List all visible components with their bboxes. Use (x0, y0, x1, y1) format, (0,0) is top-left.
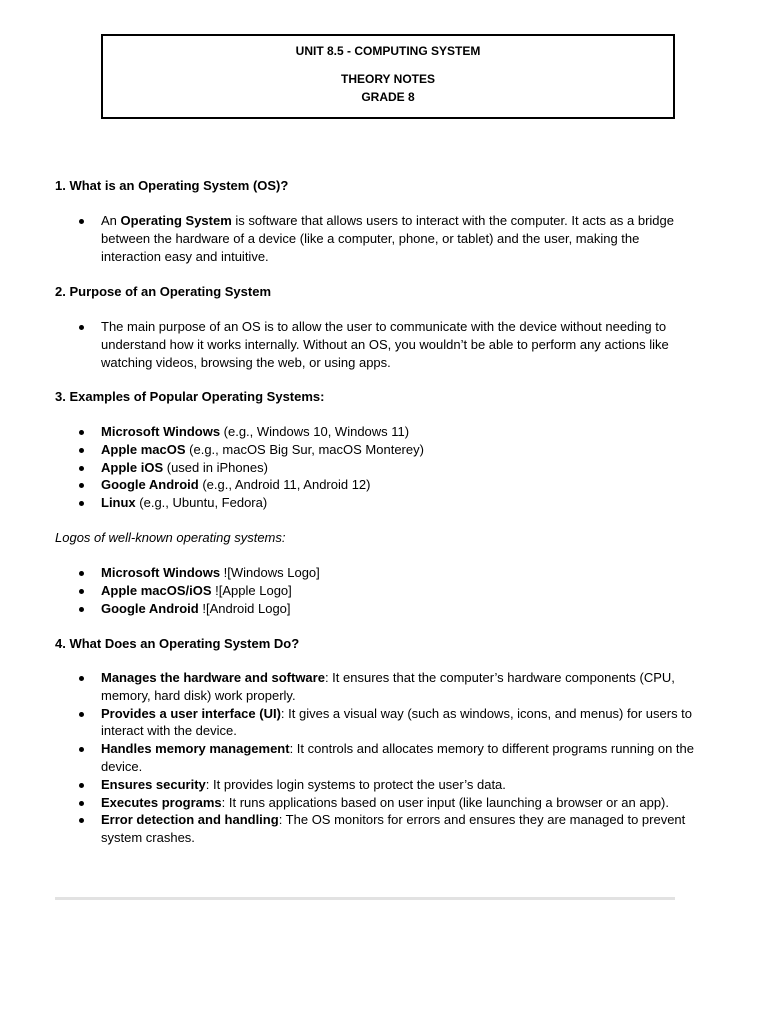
list-item: Google Android (e.g., Android 11, Android 12) (55, 476, 695, 494)
bullet-icon (79, 783, 84, 788)
list-item: Apple macOS (e.g., macOS Big Sur, macOS Monterey) (55, 441, 695, 459)
list-item: The main purpose of an OS is to allow the user to communicate with the device without needing to understand how it works internally. Without an OS, you wouldn’t be able to perform any actions like watching videos, browsing the web, or using apps. (55, 318, 695, 371)
bullet-icon (79, 676, 84, 681)
list-item: Google Android ![Android Logo] (55, 600, 695, 618)
bullet-icon (79, 501, 84, 506)
section-heading-2: 2. Purpose of an Operating System (55, 284, 271, 299)
list-item: Linux (e.g., Ubuntu, Fedora) (55, 494, 695, 512)
list-item: Handles memory management: It controls and allocates memory to different programs running on the device. (55, 740, 695, 776)
list-item: An Operating System is software that allows users to interact with the computer. It acts as a bridge between the hardware of a device (like a computer, phone, or tablet) and the user, making the interaction easy and intuitive. (55, 212, 695, 265)
bullet-icon (79, 430, 84, 435)
logos-note: Logos of well-known operating systems: (55, 530, 286, 545)
bullet-icon (79, 483, 84, 488)
section-4-list (55, 669, 695, 847)
bullet-icon (79, 219, 84, 224)
bottom-divider (55, 897, 675, 900)
section-1-list (55, 212, 695, 265)
list-item: Microsoft Windows (e.g., Windows 10, Windows 11) (55, 423, 695, 441)
list-item: Microsoft Windows ![Windows Logo] (55, 564, 695, 582)
bullet-icon (79, 607, 84, 612)
section-3-list (55, 423, 695, 512)
list-item: Apple iOS (used in iPhones) (55, 459, 695, 477)
logos-list (55, 564, 695, 617)
grade-label: GRADE 8 (361, 90, 415, 104)
section-heading-3: 3. Examples of Popular Operating Systems: (55, 389, 325, 404)
section-2-list (55, 318, 695, 371)
bullet-icon (79, 466, 84, 471)
bullet-icon (79, 747, 84, 752)
bullet-icon (79, 818, 84, 823)
list-item: Apple macOS/iOS ![Apple Logo] (55, 582, 695, 600)
notes-type: THEORY NOTES (340, 72, 435, 86)
section-heading-4: 4. What Does an Operating System Do? (55, 636, 300, 651)
list-item: Manages the hardware and software: It ensures that the computer’s hardware components (CPU, memory, hard disk) work properly. (55, 669, 695, 705)
title-box (101, 34, 675, 119)
list-item: Ensures security: It provides login systems to protect the user’s data. (55, 776, 695, 794)
bullet-icon (79, 801, 84, 806)
bullet-icon (79, 448, 84, 453)
list-item: Provides a user interface (UI): It gives a visual way (such as windows, icons, and menus) for users to interact with the device. (55, 705, 695, 741)
bullet-icon (79, 712, 84, 717)
bullet-icon (79, 325, 84, 330)
bullet-icon (79, 571, 84, 576)
list-item: Error detection and handling: The OS monitors for errors and ensures they are managed to prevent system crashes. (55, 811, 695, 847)
bullet-icon (79, 589, 84, 594)
list-item: Executes programs: It runs applications based on user input (like launching a browser or an app). (55, 794, 695, 812)
unit-title: UNIT 8.5 - COMPUTING SYSTEM (295, 44, 481, 58)
section-heading-1: 1. What is an Operating System (OS)? (55, 178, 289, 193)
